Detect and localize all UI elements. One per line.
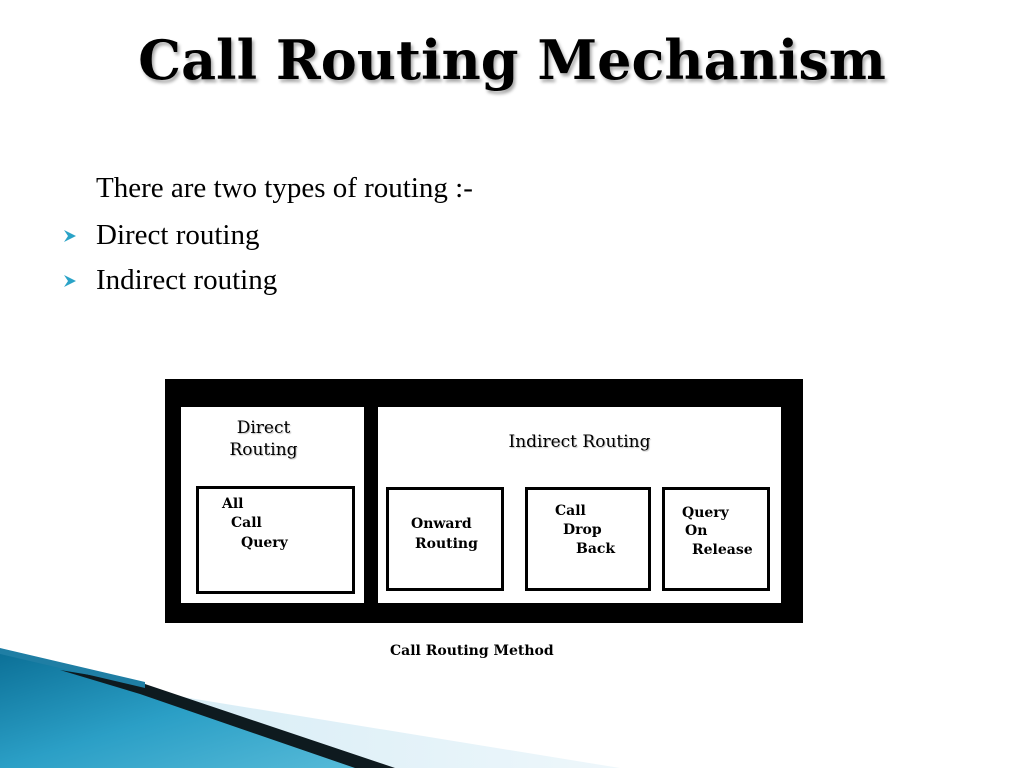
direct-heading-line: Direct [236, 418, 291, 438]
query-on-release-box [662, 487, 770, 591]
bullet-label: Indirect routing [96, 264, 278, 296]
direct-routing-panel [181, 407, 364, 603]
intro-text: There are two types of routing :- [96, 172, 473, 204]
direct-heading-line: Routing [229, 440, 298, 460]
arrowhead-bullet-icon [62, 274, 96, 288]
arrowhead-bullet-icon [62, 229, 96, 243]
box-line: Release [692, 542, 753, 558]
routing-diagram [165, 379, 803, 623]
onward-routing-box [386, 487, 504, 591]
bullet-label: Direct routing [96, 219, 260, 251]
decorative-corner-swoosh [0, 640, 620, 768]
bullet-item-indirect [62, 264, 277, 297]
box-line: On [685, 523, 708, 539]
box-line: Call [231, 515, 262, 531]
box-line: Routing [415, 536, 478, 552]
box-line: Call [555, 503, 586, 519]
box-line: Back [576, 541, 616, 557]
box-line: Query [682, 505, 729, 521]
bullet-item-direct [62, 219, 259, 252]
box-line: Drop [563, 522, 602, 538]
diagram-caption: Call Routing Method [390, 643, 554, 659]
indirect-routing-panel [378, 407, 781, 603]
slide-title: Call Routing Mechanism [138, 28, 886, 92]
call-drop-back-box [525, 487, 651, 591]
box-line: All [222, 496, 244, 512]
box-line: Onward [411, 516, 472, 532]
all-call-query-box [196, 486, 355, 594]
direct-routing-heading [181, 417, 346, 461]
indirect-routing-heading: Indirect Routing [508, 432, 651, 452]
box-line: Query [241, 535, 288, 551]
